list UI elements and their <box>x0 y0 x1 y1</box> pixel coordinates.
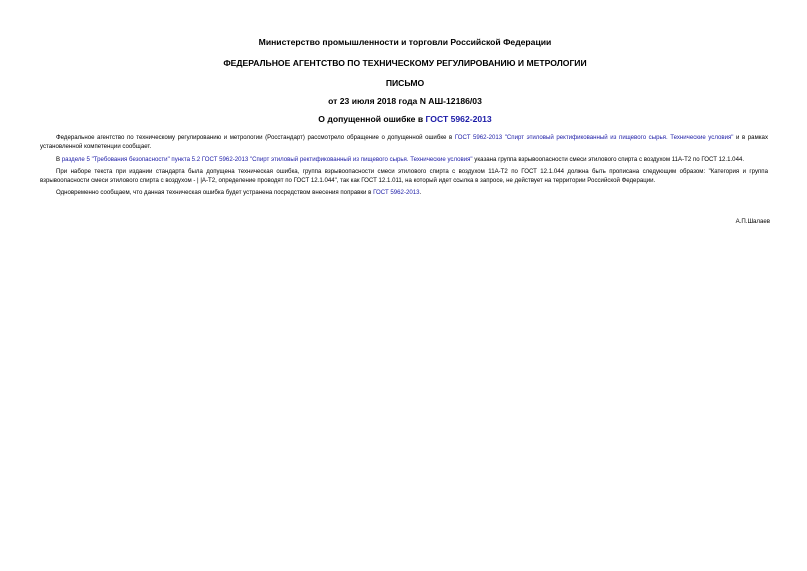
paragraph-3 <box>40 167 768 186</box>
paragraph-2 <box>40 155 768 164</box>
paragraph-1-text-a: Федеральное агентство по техническому регулированию и метрологии (Росстандарт) рассмотрело обращение о допущенной ошибке в <box>56 134 455 141</box>
paragraph-1-text-b: и в рамках установленной компетенции сообщает. <box>40 134 768 151</box>
gost-5962-link[interactable]: ГОСТ 5962-2013 "Спирт этиловый ректификованный из пищевого сырья. Технические условия" <box>454 134 734 141</box>
paragraph-4 <box>40 188 768 197</box>
paragraph-2-text-a: В <box>56 155 62 163</box>
paragraph-2-text-b: указана группа взрывоопасности смеси этилового спирта с воздухом 11А-Т2 по ГОСТ 12.1.044. <box>472 155 745 163</box>
document-date-number: от 23 июля 2018 года N АШ-12186/03 <box>328 96 482 106</box>
paragraph-4-text-a: Одновременно сообщаем, что данная техническая ошибка будет устранена посредством внесения поправки в <box>56 189 374 197</box>
document-subject <box>40 114 770 125</box>
letter-body <box>40 133 768 198</box>
ministry-title: Министерство промышленности и торговли Российской Федерации <box>258 37 552 47</box>
paragraph-1 <box>40 133 768 152</box>
subject-prefix: О допущенной ошибке в <box>318 114 426 124</box>
agency-title: ФЕДЕРАЛЬНОЕ АГЕНТСТВО ПО ТЕХНИЧЕСКОМУ РЕГУЛИРОВАНИЮ И МЕТРОЛОГИИ <box>223 58 587 68</box>
subject-gost-link[interactable]: ГОСТ 5962-2013 <box>425 114 492 124</box>
gost-5962-link-2[interactable]: ГОСТ 5962-2013 <box>373 189 420 197</box>
paragraph-3-text: При наборе текста при издании стандарта была допущена техническая ошибка, группа взрывоопасности смеси этилового спирта с воздухом 11А-Т2 по ГОСТ 12.1.044 должна быть прописана следующим образом: "Категория и группа взрывоопасности смеси этилового спирта с воздухом - | |А-Т2, определение проводят по ГОСТ 12.1.044", так как ГОСТ 12.1.011, на который идет ссылка в запросе, не действует на территории Российской Федерации. <box>40 167 768 185</box>
document-type: ПИСЬМО <box>385 78 425 88</box>
paragraph-4-text-b: . <box>419 189 422 197</box>
section-5-link[interactable]: разделе 5 "Требования безопасности" пункта 5.2 ГОСТ 5962-2013 "Спирт этиловый ректификованный из пищевого сырья. Технические условия" <box>61 155 473 163</box>
signature: А.П.Шалаев <box>735 218 770 225</box>
